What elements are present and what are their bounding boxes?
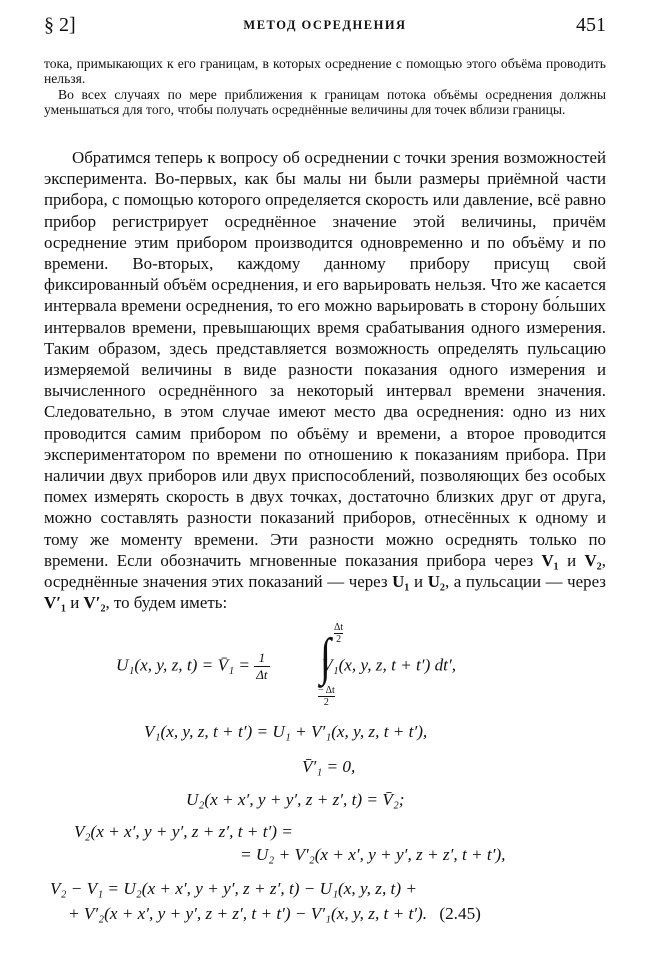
symbol-v1-prime: V′₁ <box>44 593 67 613</box>
equation-difference-line1: V₂ − V₁ = U₂(x + x′, y + y′, z + z′, t) − U₁(x, y, z, t) + <box>50 879 417 898</box>
symbol-u2: U₂ <box>427 572 445 592</box>
running-title: МЕТОД ОСРЕДНЕНИЯ <box>243 18 407 32</box>
small-paragraph-continuation: тока, примыкающих к его границам, в которых осреднение с помощью этого объёма проводить нельзя. <box>44 56 606 86</box>
small-paragraph-boundaries: Во всех случаях по мере приближения к границам потока объёмы осреднения должны уменьшаться для того, чтобы получать осреднённые величины для точек вблизи границы. <box>44 87 606 117</box>
symbol-v2-prime: V′₂ <box>83 593 106 613</box>
symbol-v1: V₁ <box>541 550 559 570</box>
integral-sign: ∫ <box>320 627 331 686</box>
equation-v2-left: V₂(x + x′, y + y′, z + z′, t + t′) = <box>74 822 293 841</box>
equation-mean-u2: U₂(x + x′, y + y′, z + z′, t) = V̄₂; <box>186 790 405 809</box>
main-paragraph-text: Обратимся теперь к вопросу об осреднении с точки зрения возможностей эксперимента. Во-первых, как бы малы ни были размеры приёмной части прибора, с помощью которого определяется скорость или давление, всё равно прибор регистрирует осреднённое значение этой величины, причём осреднение этим прибором производится одновременно и по объёму и по времени. Во-вторых, каждому данному прибору присущ свой фиксированный объём осреднения, и его варьировать нельзя. Что же касается интервала времени осреднения, то его можно варьировать в сторону бо́льших интервалов времени, превышающих время срабатывания одного измерения. Таким образом, здесь представляется возможность определять пульсацию измеряемой величины в виде разности показания одного измерения и вычисленного осреднённого за некоторый интервал времени значения. Следовательно, в этом случае имеют место два осреднения: одно из них проводится самим прибором по объёму и времени, а второе проводится экспериментатором по времени по отношению к показаниям прибора. При наличии двух приборов или двух приспособлений, позволяющих без особых помех измерять скорость в двух точках, достаточно близких друг от друга, можно составлять разности показаний приборов, отнесённых к одному и тому же моменту времени. Эти разности можно осреднять только по времени. Если обозначить мгновенные показания прибора через V₁ и V₂, осреднённые значения этих показаний — через U₁ и U₂, а пульсации — через V′₁ и V′₂, то будем иметь: <box>44 148 606 613</box>
equation-v2-right: = U₂ + V′₂(x + x′, y + y′, z + z′, t + t′), <box>240 845 506 864</box>
fraction-one-over-dt: $\frac{1}{\Delta t}$ <box>256 650 268 682</box>
equation-mean-pulsation-zero: V̄′₁ = 0, <box>302 757 356 776</box>
main-paragraph <box>44 147 606 613</box>
integral-lower-limit: − Δt 2 <box>318 685 335 708</box>
equation-difference-line2: + V′₂(x + x′, y + y′, z + z′, t + t′) − V′₁(x, y, z, t + t′). (2.45) <box>68 904 481 923</box>
integral-upper-limit: Δt 2 <box>334 622 344 645</box>
symbol-u1: U₁ <box>392 572 410 592</box>
equation-mean-u1: U₁(x, y, z, t) = V̄₁ = $\frac{1}{\Delta t}$ V₁(x, y, z, t + t′) dt′, <box>116 650 457 682</box>
equation-number: (2.45) <box>439 904 481 923</box>
page-number: 451 <box>576 14 606 36</box>
page-header <box>44 14 606 42</box>
section-mark: § 2] <box>44 14 76 36</box>
equation-v1-decomposition: V₁(x, y, z, t + t′) = U₁ + V′₁(x, y, z, t + t′), <box>144 722 428 741</box>
symbol-v2: V₂ <box>584 550 602 570</box>
